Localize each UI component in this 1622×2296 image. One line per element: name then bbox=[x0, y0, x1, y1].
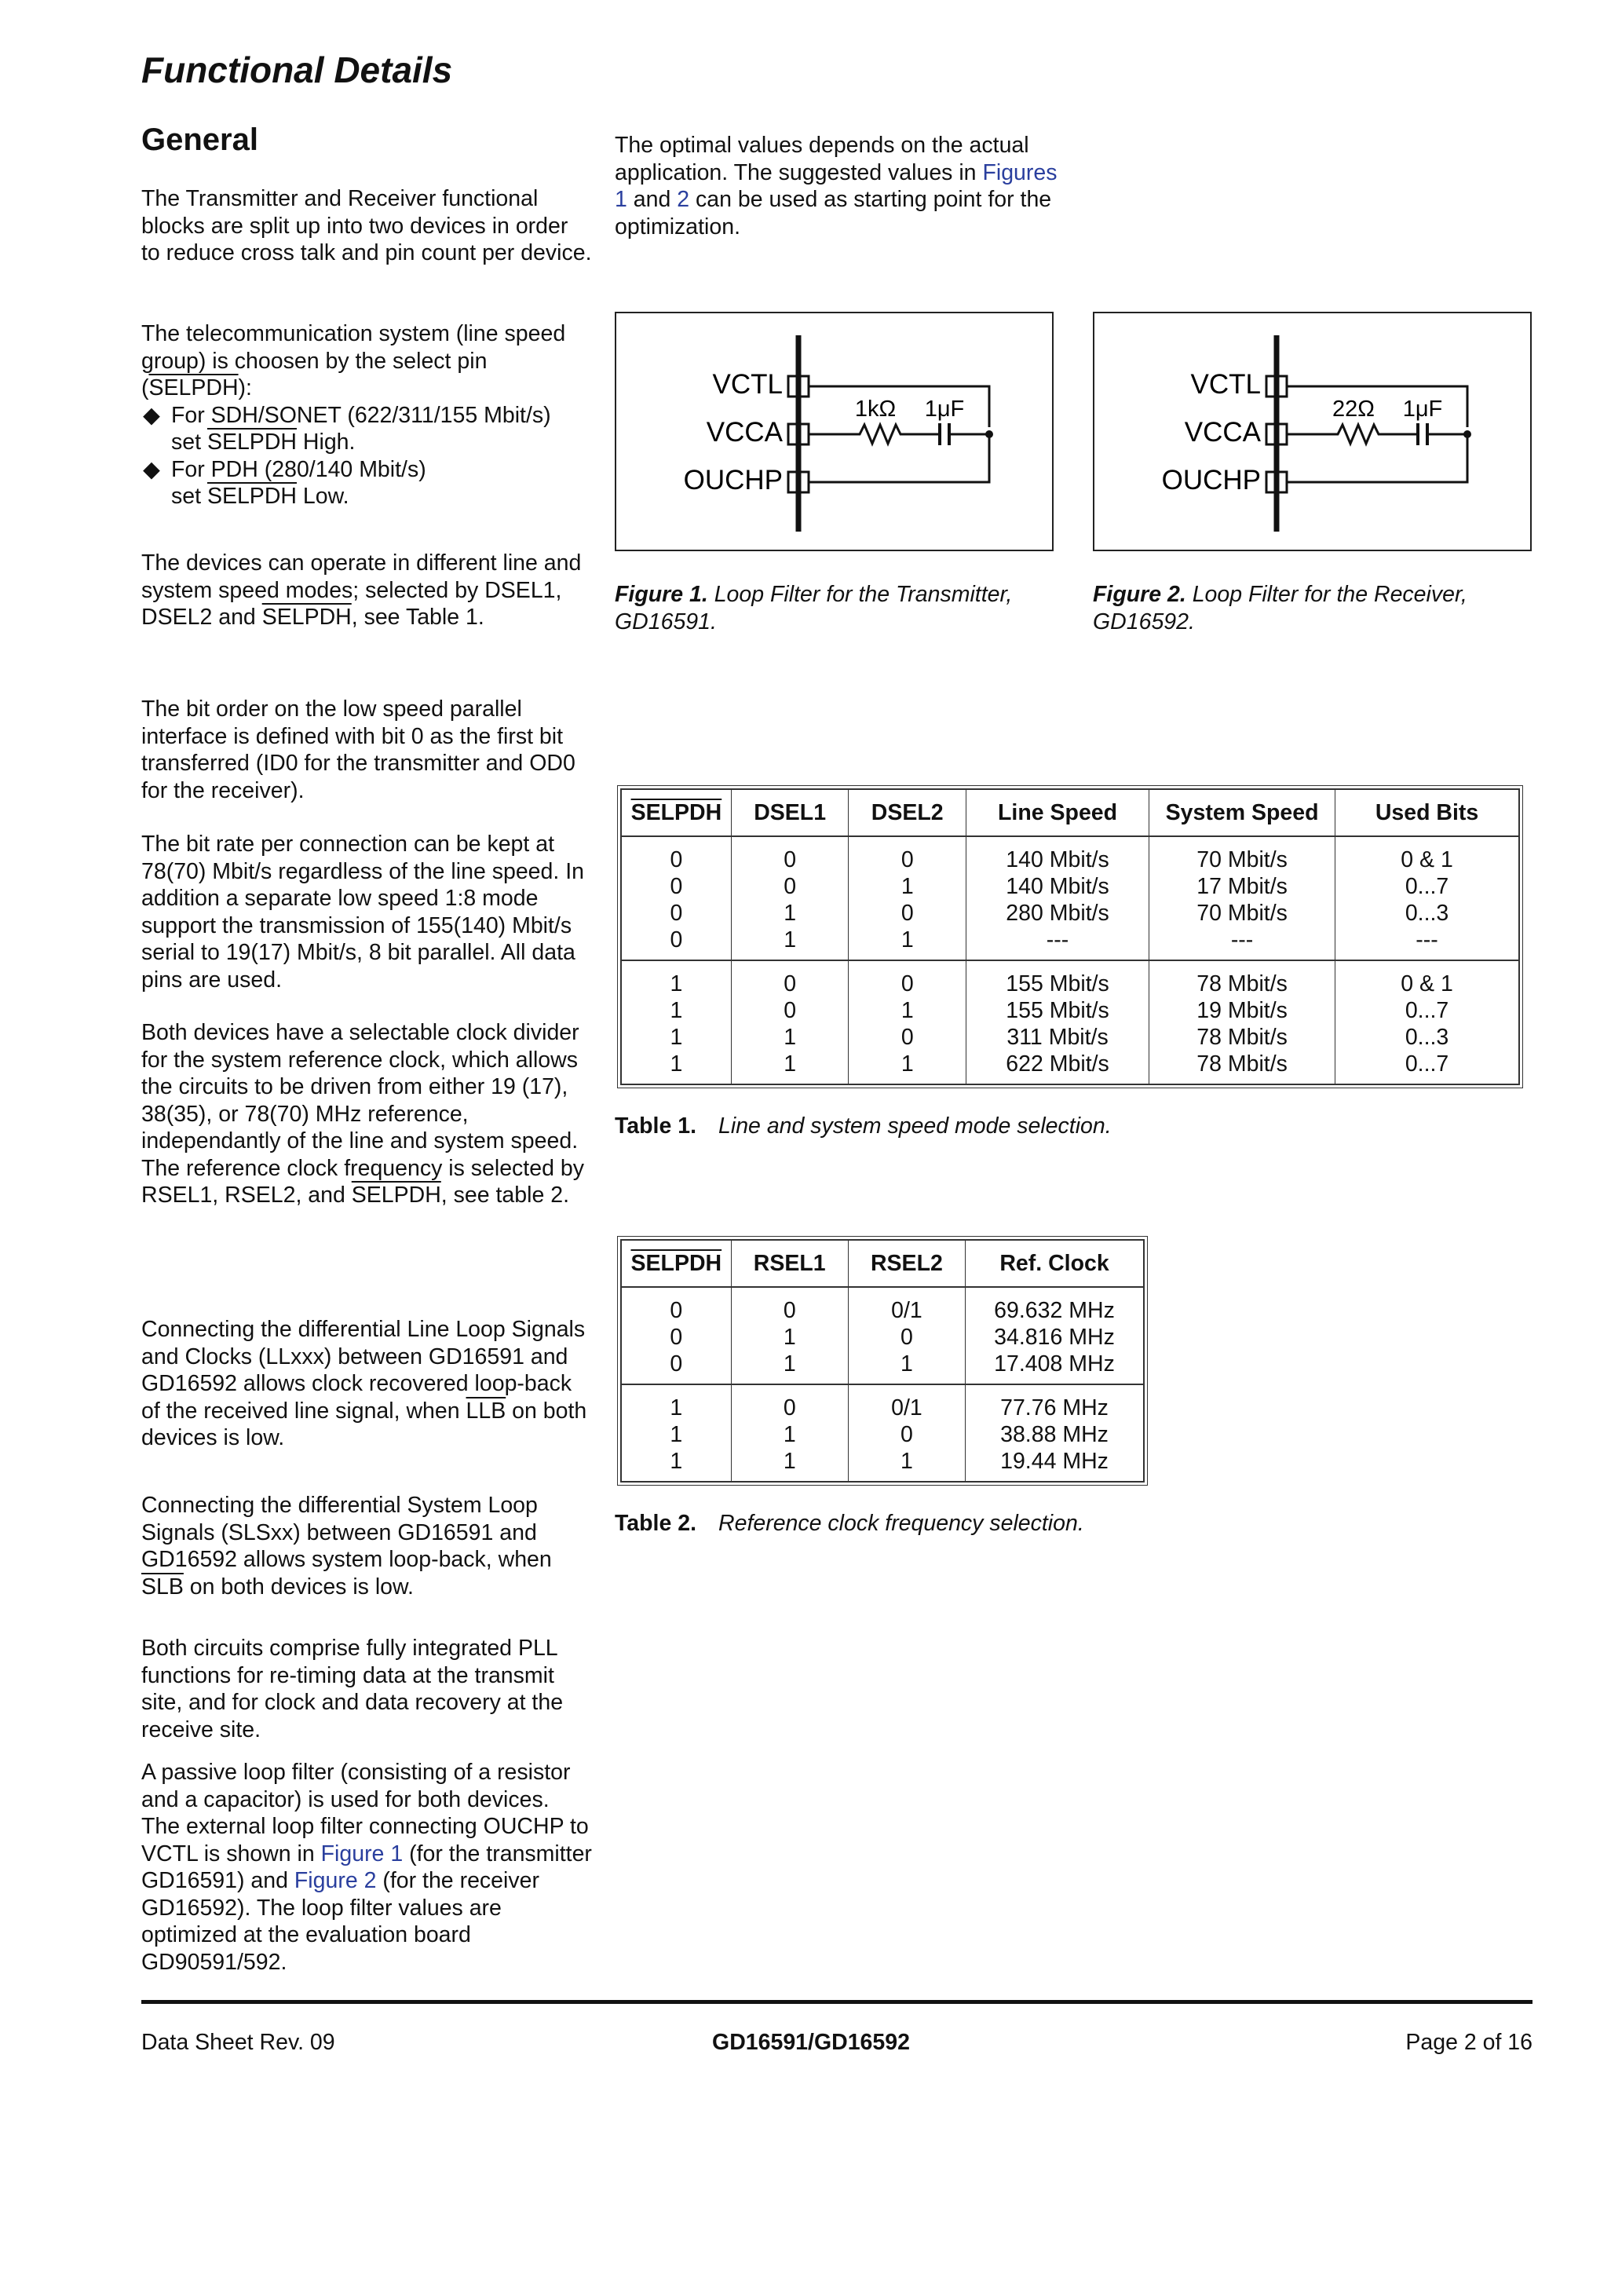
cell-value: 34.816 MHz bbox=[994, 1325, 1115, 1350]
capacitor-value: 1μF bbox=[924, 397, 965, 422]
cell-value: 1 bbox=[901, 874, 914, 899]
cell-value: 78 Mbit/s bbox=[1196, 971, 1288, 996]
cell-value: 280 Mbit/s bbox=[1006, 901, 1109, 926]
table-cell bbox=[849, 837, 966, 961]
header-selpdh bbox=[622, 790, 732, 837]
text: ): bbox=[238, 375, 252, 400]
table-cell bbox=[849, 1385, 966, 1481]
pin-slb: $\overline{SLB}$ bbox=[141, 1574, 184, 1600]
text: Low. bbox=[296, 484, 349, 509]
cell-value: 1 bbox=[901, 927, 914, 952]
cell-value: 1 bbox=[670, 1395, 683, 1420]
text: set bbox=[171, 430, 207, 455]
cell-value: 1 bbox=[900, 1449, 913, 1474]
text: (for the receiver GD16592). The loop filter values are optimized at the evaluation board GD90591/592. bbox=[141, 1868, 539, 1975]
figures-1-link[interactable]: Figures 1 bbox=[615, 159, 1058, 212]
pin-label-ouchp: OUCHP bbox=[1161, 465, 1261, 495]
capacitor-value: 1μF bbox=[1402, 397, 1443, 422]
pin-selpdh: SELPDH bbox=[148, 375, 239, 400]
cell-value: 19 Mbit/s bbox=[1196, 998, 1288, 1023]
table-header-row bbox=[622, 790, 1518, 837]
table-2-label: Table 2. bbox=[615, 1511, 697, 1536]
header-dsel2: DSEL2 bbox=[849, 790, 966, 837]
header-line-speed: Line Speed bbox=[966, 790, 1149, 837]
table-cell bbox=[622, 837, 732, 961]
table-cell bbox=[622, 1288, 732, 1385]
cell-value: 0...7 bbox=[1405, 1051, 1449, 1077]
resistor-value: 22Ω bbox=[1332, 397, 1375, 422]
cell-value: 155 Mbit/s bbox=[1006, 971, 1109, 996]
caption-text: Loop Filter for the Receiver, GD16592. bbox=[1093, 582, 1467, 634]
cell-value: 0 bbox=[901, 901, 914, 926]
table-header-row bbox=[622, 1241, 1143, 1288]
text: The optimal values depends on the actual application. The suggested values in bbox=[615, 133, 1029, 185]
list-item bbox=[141, 402, 593, 456]
table-cell bbox=[732, 837, 849, 961]
footer-page-number: Page 2 of 16 bbox=[1405, 2030, 1532, 2055]
table-1-caption bbox=[615, 1113, 1112, 1139]
cell-value: 38.88 MHz bbox=[1000, 1422, 1109, 1447]
table-cell bbox=[1149, 961, 1335, 1084]
figure-1-caption bbox=[615, 581, 1054, 635]
table-cell bbox=[732, 961, 849, 1084]
pin-selpdh: SELPDH bbox=[206, 484, 297, 509]
table-cell bbox=[732, 1288, 849, 1385]
cell-value: 1 bbox=[783, 1449, 796, 1474]
paragraph-bit-rate: The bit rate per connection can be kept at 78(70) Mbit/s regardless of the line speed. In addition a separate low speed 1:8 mode support the transmission of 155(140) Mbit/s serial to 19(17) Mbit/s, 8 bit parallel. All data pins are used. bbox=[141, 832, 584, 993]
pin-label-ouchp: OUCHP bbox=[683, 465, 783, 495]
paragraph-optimal-values bbox=[615, 132, 1070, 240]
cell-value: 0...7 bbox=[1405, 874, 1449, 899]
cell-value: 0 bbox=[784, 874, 797, 899]
table-1-label: Table 1. bbox=[615, 1113, 697, 1139]
cell-value: 140 Mbit/s bbox=[1006, 874, 1109, 899]
cell-value: 0 bbox=[670, 874, 683, 899]
cell-value: 1 bbox=[900, 1351, 913, 1377]
header-selpdh bbox=[622, 1241, 732, 1288]
list-item bbox=[141, 456, 593, 510]
text: For SDH/SONET (622/311/155 Mbit/s) bbox=[171, 402, 551, 428]
resistor-symbol bbox=[809, 425, 940, 444]
cell-value: 17.408 MHz bbox=[994, 1351, 1115, 1377]
cell-value: 0 bbox=[901, 1025, 914, 1050]
cell-value: 0 bbox=[900, 1422, 913, 1447]
table-cell bbox=[732, 1385, 849, 1481]
paragraph-system-loop bbox=[141, 1492, 593, 1600]
header-system-speed: System Speed bbox=[1149, 790, 1335, 837]
figure-1-link[interactable]: Figure 1 bbox=[320, 1841, 404, 1866]
paragraph-line-speed-group bbox=[141, 320, 593, 510]
figure-1-schematic bbox=[615, 312, 1054, 551]
figure-2-link[interactable]: Figure 2 bbox=[294, 1868, 377, 1893]
text: Connecting the differential System Loop Signals (SLSxx) between GD16591 and GD16592 allows system loop-back, when bbox=[141, 1493, 552, 1572]
text: set bbox=[171, 484, 207, 509]
paragraph-split-devices: The Transmitter and Receiver functional blocks are split up into two devices in order to reduce cross talk and pin count per device. bbox=[141, 186, 592, 265]
bullet-list bbox=[141, 402, 593, 510]
cell-value: 622 Mbit/s bbox=[1006, 1051, 1109, 1077]
header-rsel2: RSEL2 bbox=[849, 1241, 966, 1288]
cell-value: 1 bbox=[784, 1025, 797, 1050]
resistor-value: 1kΩ bbox=[854, 397, 897, 422]
cell-value: 78 Mbit/s bbox=[1196, 1051, 1288, 1077]
cell-value: 1 bbox=[783, 1422, 796, 1447]
cell-value: 1 bbox=[901, 1051, 914, 1077]
cell-value: 0 bbox=[670, 1298, 683, 1323]
reference-clock-table bbox=[620, 1239, 1145, 1483]
text: For PDH (280/140 Mbit/s) bbox=[171, 456, 426, 482]
table-cell bbox=[1335, 837, 1518, 961]
footer-rule bbox=[141, 2000, 1532, 2004]
paragraph-speed-modes bbox=[141, 550, 593, 631]
cell-value: 1 bbox=[670, 1422, 683, 1447]
cell-value: 1 bbox=[901, 998, 914, 1023]
figure-2-caption bbox=[1093, 581, 1532, 635]
cell-value: 19.44 MHz bbox=[1000, 1449, 1109, 1474]
cell-value: 0 & 1 bbox=[1401, 971, 1453, 996]
cell-value: 0 bbox=[900, 1325, 913, 1350]
cell-value: --- bbox=[1416, 927, 1438, 952]
cell-value: 1 bbox=[670, 1449, 683, 1474]
text: can be used as starting point for the optimization. bbox=[615, 187, 1052, 239]
caption-text: Reference clock frequency selection. bbox=[718, 1511, 1084, 1536]
cell-value: 0 bbox=[670, 927, 683, 952]
text: on both devices is low. bbox=[141, 1398, 587, 1450]
paragraph-loop-filter bbox=[141, 1759, 593, 1976]
cell-value: 77.76 MHz bbox=[1000, 1395, 1109, 1420]
paragraph-pll: Both circuits comprise fully integrated PLL functions for re-timing data at the transmit site, and for clock and data recovery at the receive site. bbox=[141, 1636, 564, 1742]
table-cell bbox=[849, 961, 966, 1084]
cell-value: 1 bbox=[784, 1051, 797, 1077]
cell-value: 0 bbox=[901, 971, 914, 996]
table-cell bbox=[1149, 837, 1335, 961]
ouchp-wire bbox=[1287, 434, 1467, 482]
loop-filter-receiver-diagram bbox=[1094, 313, 1530, 550]
cell-value: 0 bbox=[670, 901, 683, 926]
cell-value: --- bbox=[1230, 927, 1254, 952]
pin-label-vctl: VCTL bbox=[1190, 369, 1261, 400]
cell-value: 0 bbox=[670, 847, 683, 872]
header-ref-clock: Ref. Clock bbox=[966, 1241, 1143, 1288]
table-cell bbox=[622, 1385, 732, 1481]
pin-selpdh: SELPDH bbox=[206, 430, 297, 455]
table-row-group bbox=[622, 1385, 1143, 1481]
cell-value: 70 Mbit/s bbox=[1196, 847, 1288, 872]
cell-value: 311 Mbit/s bbox=[1006, 1025, 1109, 1050]
cell-value: 155 Mbit/s bbox=[1006, 998, 1109, 1023]
caption-text: Line and system speed mode selection. bbox=[718, 1113, 1112, 1139]
figure-2-label: Figure 2. bbox=[1093, 582, 1186, 607]
figure-1-label: Figure 1. bbox=[615, 582, 708, 607]
text: High. bbox=[296, 430, 356, 455]
table-row-group bbox=[622, 961, 1518, 1084]
table-row-group bbox=[622, 1288, 1143, 1385]
subsection-heading: General bbox=[141, 122, 258, 157]
cell-value: 0/1 bbox=[891, 1395, 922, 1420]
figure-2-link[interactable]: 2 bbox=[677, 187, 690, 212]
header-used-bits: Used Bits bbox=[1335, 790, 1518, 837]
cell-value: 0 bbox=[901, 847, 914, 872]
diamond-bullet-icon: ◆ bbox=[143, 456, 160, 482]
cell-value: 1 bbox=[670, 1025, 683, 1050]
resistor-symbol bbox=[1287, 425, 1418, 444]
cell-value: 140 Mbit/s bbox=[1006, 847, 1109, 872]
cell-value: 0 bbox=[783, 1395, 796, 1420]
pin-label-vcca: VCCA bbox=[706, 417, 783, 448]
table-row-group bbox=[622, 837, 1518, 961]
footer-part-number: GD16591/GD16592 bbox=[712, 2030, 910, 2055]
cell-value: 0 bbox=[784, 847, 797, 872]
cell-value: 0/1 bbox=[891, 1298, 922, 1323]
cell-value: 17 Mbit/s bbox=[1196, 874, 1288, 899]
pin-llb: $\overline{LLB}$ bbox=[466, 1398, 506, 1424]
cell-value: 78 Mbit/s bbox=[1196, 1025, 1288, 1050]
cell-value: 1 bbox=[784, 927, 797, 952]
pin-selpdh: SELPDH bbox=[261, 605, 352, 630]
header-dsel1: DSEL1 bbox=[732, 790, 849, 837]
cell-value: 70 Mbit/s bbox=[1196, 901, 1288, 926]
section-heading: Functional Details bbox=[141, 49, 453, 90]
text: The telecommunication system (line speed group) is choosen by the select pin ( bbox=[141, 321, 566, 400]
table-cell bbox=[966, 1385, 1143, 1481]
figure-2-schematic bbox=[1093, 312, 1532, 551]
cell-value: 1 bbox=[670, 971, 683, 996]
cell-value: 0...3 bbox=[1405, 1025, 1449, 1050]
cell-value: 1 bbox=[783, 1325, 796, 1350]
table-cell bbox=[1335, 961, 1518, 1084]
diamond-bullet-icon: ◆ bbox=[143, 402, 160, 428]
cell-value: 0 bbox=[784, 971, 797, 996]
table-cell bbox=[966, 1288, 1143, 1385]
paragraph-clock-divider bbox=[141, 1019, 593, 1209]
cell-value: 1 bbox=[670, 1051, 683, 1077]
cell-value: 1 bbox=[784, 901, 797, 926]
caption-text: Loop Filter for the Transmitter, GD16591. bbox=[615, 582, 1013, 634]
cell-value: 0 bbox=[670, 1325, 683, 1350]
table-cell bbox=[966, 961, 1149, 1084]
pin-selpdh: SELPDH bbox=[351, 1183, 441, 1208]
header-text: SELPDH bbox=[630, 799, 722, 825]
text: (for the transmitter GD16591) and bbox=[141, 1841, 592, 1893]
table-cell bbox=[622, 961, 732, 1084]
paragraph-line-loop bbox=[141, 1316, 593, 1452]
cell-value: 0 bbox=[784, 998, 797, 1023]
header-rsel1: RSEL1 bbox=[732, 1241, 849, 1288]
text: , see Table 1. bbox=[351, 605, 484, 630]
cell-value: 0 bbox=[670, 1351, 683, 1377]
header-text: SELPDH bbox=[630, 1250, 722, 1276]
cell-value: 0 bbox=[783, 1298, 796, 1323]
footer-revision: Data Sheet Rev. 09 bbox=[141, 2030, 335, 2055]
text: A passive loop filter (consisting of a resistor and a capacitor) is used for both devices. The external loop filter connecting OUCHP to VCTL is shown in bbox=[141, 1760, 589, 1866]
table-2-caption bbox=[615, 1511, 1084, 1537]
text: on both devices is low. bbox=[183, 1574, 414, 1600]
table-cell bbox=[966, 837, 1149, 961]
text: and bbox=[627, 187, 678, 212]
speed-mode-table bbox=[620, 788, 1520, 1085]
text: Both devices have a selectable clock divider for the system reference clock, which allows the circuits to be driven from either 19 (17), 38(35), or 78(70) MHz reference, independantly of the line and system speed. The reference clock frequency is selected by RSEL1, RSEL2, and bbox=[141, 1020, 584, 1208]
table-cell bbox=[849, 1288, 966, 1385]
cell-value: 1 bbox=[783, 1351, 796, 1377]
pin-label-vcca: VCCA bbox=[1184, 417, 1261, 448]
cell-value: 0...7 bbox=[1405, 998, 1449, 1023]
cell-value: 1 bbox=[670, 998, 683, 1023]
text: Connecting the differential Line Loop Signals and Clocks (LLxxx) between GD16591 and GD16592 allows clock recovered loop-back of the received line signal, when bbox=[141, 1317, 586, 1424]
cell-value: 69.632 MHz bbox=[994, 1298, 1115, 1323]
cell-value: --- bbox=[1046, 927, 1069, 952]
cell-value: 0...3 bbox=[1405, 901, 1449, 926]
ouchp-wire bbox=[809, 434, 989, 482]
pin-label-vctl: VCTL bbox=[712, 369, 783, 400]
paragraph-bit-order: The bit order on the low speed parallel interface is defined with bit 0 as the first bit transferred (ID0 for the transmitter and OD0 for the receiver). bbox=[141, 696, 575, 803]
loop-filter-transmitter-diagram bbox=[616, 313, 1052, 550]
cell-value: 0 & 1 bbox=[1401, 847, 1453, 872]
text: The devices can operate in different line and system speed modes; selected by DSEL1, DSEL2 and bbox=[141, 550, 582, 630]
text: , see table 2. bbox=[440, 1183, 569, 1208]
